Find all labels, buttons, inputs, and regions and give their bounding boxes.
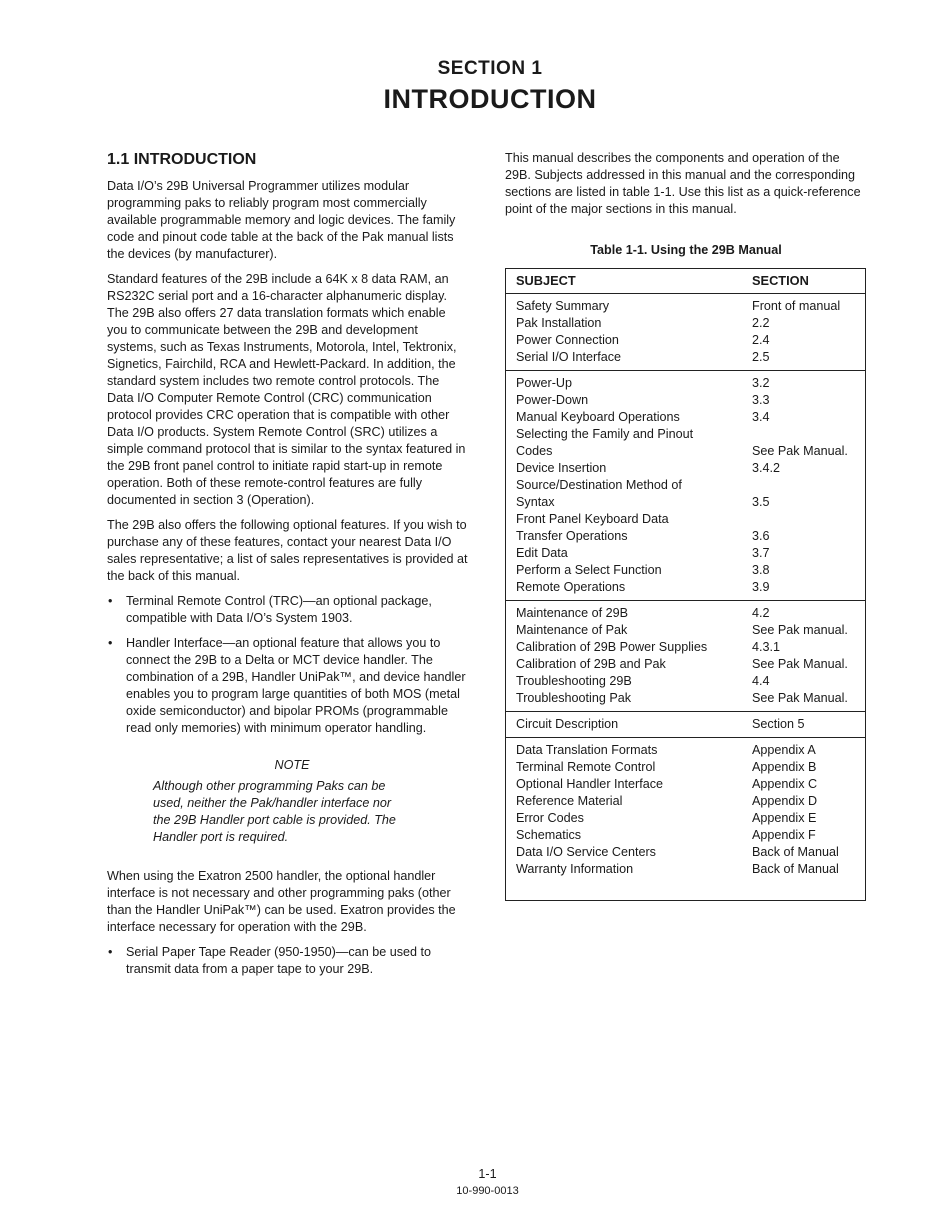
cell-subject: Syntax <box>516 495 555 509</box>
cell-subject: Safety Summary <box>516 299 610 313</box>
table-row <box>516 861 865 878</box>
cell-section: See Pak Manual. <box>752 444 848 458</box>
cell-section: Appendix C <box>752 777 818 791</box>
cell-section: Appendix E <box>752 811 817 825</box>
table-row <box>516 477 865 494</box>
page-number: 1-1 <box>478 1167 497 1181</box>
table-row <box>516 605 865 622</box>
table-row <box>516 460 865 477</box>
table-row <box>516 776 865 793</box>
cell-section: Appendix B <box>752 760 817 774</box>
cell-subject: Circuit Description <box>516 717 619 731</box>
cell-section: 3.4.2 <box>752 461 781 475</box>
cell-section: 2.4 <box>752 333 770 347</box>
header-subject: SUBJECT <box>516 273 576 288</box>
cell-section: Back of Manual <box>752 862 839 876</box>
table-row <box>516 349 865 366</box>
document-number: 10-990-0013 <box>456 1185 519 1197</box>
cell-subject: Power-Down <box>516 393 589 407</box>
table-row <box>516 742 865 759</box>
paragraph-optional-features: The 29B also offers the following optional features. If you wish to purchase any of these features, contact your nearest Data I/O sales representative; a list of sales representatives is provided at the back of this manual. <box>107 518 468 583</box>
cell-section: 3.9 <box>752 580 770 594</box>
cell-subject: Data I/O Service Centers <box>516 845 656 859</box>
cell-section: Appendix D <box>752 794 818 808</box>
section-label: SECTION 1 <box>437 58 543 79</box>
table-row <box>516 690 865 707</box>
cell-section: See Pak manual. <box>752 623 848 637</box>
cell-subject: Terminal Remote Control <box>516 760 656 774</box>
table-body <box>506 294 865 882</box>
table-row <box>516 759 865 776</box>
table-group <box>506 712 865 738</box>
table-row <box>516 827 865 844</box>
cell-subject: Reference Material <box>516 794 623 808</box>
table-row <box>516 528 865 545</box>
table-row <box>516 426 865 443</box>
cell-subject: Perform a Select Function <box>516 563 662 577</box>
note-title: NOTE <box>274 758 310 772</box>
subsection-heading: 1.1 INTRODUCTION <box>107 151 257 168</box>
cell-section: 4.3.1 <box>752 640 781 654</box>
table-row <box>516 392 865 409</box>
header-section: SECTION <box>752 273 809 288</box>
cell-subject: Front Panel Keyboard Data <box>516 512 669 526</box>
cell-subject: Data Translation Formats <box>516 743 658 757</box>
table-row <box>516 298 865 315</box>
optional-features-list <box>107 593 469 737</box>
left-column <box>107 150 469 986</box>
cell-subject: Maintenance of 29B <box>516 606 629 620</box>
paragraph-manual-overview: This manual describes the components and operation of the 29B. Subjects addressed in this manual and the corresponding sections are listed in table 1-1. Use this list as a quick-reference point of the major sections in this manual. <box>505 151 861 216</box>
table-row <box>516 639 865 656</box>
table-header <box>506 269 865 294</box>
table-group <box>506 371 865 601</box>
cell-subject: Manual Keyboard Operations <box>516 410 680 424</box>
table-group <box>506 601 865 712</box>
cell-subject: Power-Up <box>516 376 572 390</box>
table-row <box>516 494 865 511</box>
cell-subject: Remote Operations <box>516 580 626 594</box>
cell-subject: Serial I/O Interface <box>516 350 621 364</box>
cell-section: 3.8 <box>752 563 770 577</box>
bullet-item-trc: • Terminal Remote Control (TRC)—an optional package, compatible with Data I/O’s System 1903. <box>107 593 469 627</box>
table-row <box>516 673 865 690</box>
cell-subject: Selecting the Family and Pinout <box>516 427 694 441</box>
cell-subject: Schematics <box>516 828 582 842</box>
paragraph-intro: Data I/O’s 29B Universal Programmer utilizes modular programming paks to reliably program most commercially available programmable memory and logic devices. The family code and pinout code table at the back of the Pak manual lists the devices (by manufacturer). <box>107 179 456 261</box>
table-row <box>516 562 865 579</box>
table-row <box>516 545 865 562</box>
table-group <box>506 294 865 371</box>
manual-contents-table <box>505 268 866 901</box>
cell-section <box>752 511 865 528</box>
cell-section: 3.5 <box>752 495 770 509</box>
cell-section: Front of manual <box>752 299 841 313</box>
cell-section: 2.5 <box>752 350 770 364</box>
cell-subject: Maintenance of Pak <box>516 623 628 637</box>
cell-section: Section 5 <box>752 717 805 731</box>
cell-subject: Power Connection <box>516 333 619 347</box>
cell-section: 4.2 <box>752 606 770 620</box>
cell-section: 3.6 <box>752 529 770 543</box>
cell-section: Back of Manual <box>752 845 839 859</box>
cell-subject: Troubleshooting 29B <box>516 674 632 688</box>
paragraph-exatron: When using the Exatron 2500 handler, the optional handler interface is not necessary and other programming paks (other than the Handler UniPak™) can be used. Exatron provides the interface necessary for operation with the 29B. <box>107 869 456 934</box>
table-row <box>516 656 865 673</box>
bullet-item-handler-interface: • Handler Interface—an optional feature that allows you to connect the 29B to a Delta or MCT device handler. The combination of a 29B, Handler UniPak™, and device handler enables you to program large quantities of both MOS (metal oxide semiconductor) and bipolar PROMs (programmable read only memories) with minimum operator handling. <box>107 635 469 737</box>
table-row <box>516 793 865 810</box>
table-row <box>516 315 865 332</box>
cell-section: Appendix F <box>752 828 816 842</box>
table-caption: Table 1-1. Using the 29B Manual <box>590 243 782 257</box>
table-row <box>516 332 865 349</box>
cell-section: 3.4 <box>752 410 770 424</box>
table-row <box>516 844 865 861</box>
right-column <box>505 150 867 901</box>
cell-section: 4.4 <box>752 674 770 688</box>
table-row <box>516 579 865 596</box>
cell-section: See Pak Manual. <box>752 657 848 671</box>
table-group <box>506 738 865 882</box>
paragraph-standard-features: Standard features of the 29B include a 64K x 8 data RAM, an RS232C serial port and a 16-character alphanumeric display. The 29B also offers 27 data translation formats which enable you to communicate between the 29B and development systems, such as Texas Instruments, Motorola, Intel, Tektronix, Signetics, Fairchild, RCA and Hewlett-Packard. In addition, the standard system includes two remote control protocols. The Data I/O Computer Remote Control (CRC) communication protocol provides CRC operation that is compatible with other Data I/O products. System Remote Control (SRC) utilizes a simple command protocol that is similar to the syntax featured in the 29B front panel control to initiate rapid start-up in remote operation. Both of these remote-control features are fully documented in section 3 (Operation). <box>107 272 466 507</box>
cell-subject: Edit Data <box>516 546 568 560</box>
optional-features-list-2 <box>107 944 469 978</box>
cell-subject: Troubleshooting Pak <box>516 691 632 705</box>
table-row <box>516 511 865 528</box>
section-title: INTRODUCTION <box>383 84 597 114</box>
cell-section <box>752 477 865 494</box>
cell-subject: Source/Destination Method of <box>516 478 682 492</box>
cell-section: 3.2 <box>752 376 770 390</box>
cell-section: 2.2 <box>752 316 770 330</box>
cell-subject: Optional Handler Interface <box>516 777 664 791</box>
cell-subject: Codes <box>516 444 553 458</box>
cell-subject: Warranty Information <box>516 862 634 876</box>
cell-subject: Pak Installation <box>516 316 602 330</box>
table-row <box>516 375 865 392</box>
cell-section: See Pak Manual. <box>752 691 848 705</box>
cell-subject: Transfer Operations <box>516 529 628 543</box>
cell-subject: Error Codes <box>516 811 584 825</box>
table-row <box>516 622 865 639</box>
table-row <box>516 716 865 733</box>
table-row <box>516 409 865 426</box>
bullet-item-paper-tape: • Serial Paper Tape Reader (950-1950)—can be used to transmit data from a paper tape to your 29B. <box>107 944 469 978</box>
table-row <box>516 810 865 827</box>
cell-subject: Device Insertion <box>516 461 607 475</box>
cell-section <box>752 426 865 443</box>
cell-section: 3.3 <box>752 393 770 407</box>
note-body: Although other programming Paks can be used, neither the Pak/handler interface nor the 29B Handler port cable is provided. The Handler port is required. <box>153 779 396 844</box>
cell-subject: Calibration of 29B and Pak <box>516 657 666 671</box>
cell-section: Appendix A <box>752 743 816 757</box>
cell-subject: Calibration of 29B Power Supplies <box>516 640 708 654</box>
table-row <box>516 443 865 460</box>
cell-section: 3.7 <box>752 546 770 560</box>
